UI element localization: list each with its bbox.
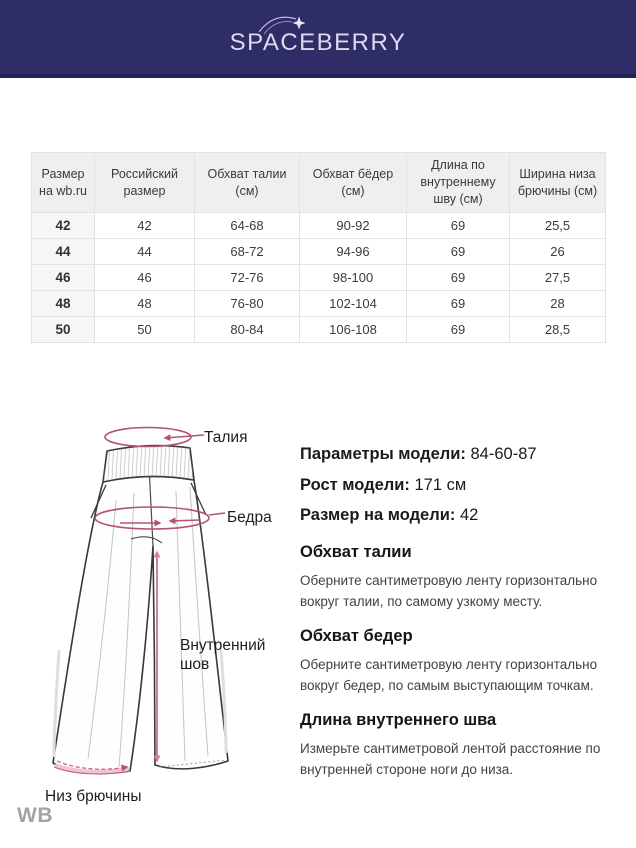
model-param-value: 84-60-87 bbox=[465, 445, 537, 463]
size-cell: 27,5 bbox=[510, 265, 606, 291]
measure-guides bbox=[300, 543, 620, 781]
size-cell: 28 bbox=[510, 291, 606, 317]
size-cell: 94-96 bbox=[300, 239, 407, 265]
pants-diagram bbox=[30, 415, 300, 815]
size-cell: 98-100 bbox=[300, 265, 407, 291]
waist-measure bbox=[105, 428, 204, 447]
size-cell: 69 bbox=[407, 265, 510, 291]
table-row bbox=[32, 265, 606, 291]
measure-guide bbox=[300, 627, 620, 697]
column-header: Обхват бёдер (см) bbox=[300, 153, 407, 213]
size-cell-wb: 42 bbox=[32, 213, 95, 239]
column-header: Размер на wb.ru bbox=[32, 153, 95, 213]
hips-label: Бедра bbox=[227, 509, 272, 526]
size-cell-wb: 46 bbox=[32, 265, 95, 291]
table-row bbox=[32, 213, 606, 239]
size-cell: 102-104 bbox=[300, 291, 407, 317]
measure-guide-text: Оберните сантиметровую ленту горизонтально вокруг бедер, по самым выступающим точкам. bbox=[300, 656, 598, 693]
size-cell: 76-80 bbox=[195, 291, 300, 317]
size-cell: 48 bbox=[95, 291, 195, 317]
size-cell: 69 bbox=[407, 213, 510, 239]
size-table-head bbox=[32, 153, 606, 213]
measure-guide-title: Обхват бедер bbox=[300, 626, 413, 645]
size-table-body bbox=[32, 213, 606, 343]
size-cell: 50 bbox=[95, 317, 195, 343]
model-param-line bbox=[300, 470, 620, 501]
brand-header bbox=[0, 0, 636, 78]
size-table bbox=[31, 152, 606, 343]
measure-guide-text: Измерьте сантиметровой лентой расстояние по внутренней стороне ноги до низа. bbox=[300, 740, 601, 777]
size-cell: 69 bbox=[407, 317, 510, 343]
size-cell: 28,5 bbox=[510, 317, 606, 343]
size-cell: 106-108 bbox=[300, 317, 407, 343]
column-header: Длина по внутреннему шву (см) bbox=[407, 153, 510, 213]
size-cell: 44 bbox=[95, 239, 195, 265]
measure-guide bbox=[300, 543, 620, 613]
waist-label: Талия bbox=[204, 429, 248, 446]
measure-guide-title: Обхват талии bbox=[300, 542, 412, 561]
size-cell-wb: 50 bbox=[32, 317, 95, 343]
size-cell: 26 bbox=[510, 239, 606, 265]
column-header: Обхват талии (см) bbox=[195, 153, 300, 213]
inseam-label: Внутренний шов bbox=[180, 637, 266, 673]
column-header: Ширина низа брючины (см) bbox=[510, 153, 606, 213]
size-cell: 69 bbox=[407, 239, 510, 265]
pants-diagram-illustration bbox=[30, 415, 300, 815]
model-param-label: Рост модели: bbox=[300, 475, 410, 494]
measure-guide bbox=[300, 711, 620, 781]
model-param-line bbox=[300, 500, 620, 531]
size-cell: 68-72 bbox=[195, 239, 300, 265]
measure-guide-title: Длина внутреннего шва bbox=[300, 710, 497, 729]
model-param-label: Размер на модели: bbox=[300, 506, 456, 524]
hem-label: Низ брючины bbox=[45, 788, 142, 805]
size-cell-wb: 44 bbox=[32, 239, 95, 265]
size-cell: 69 bbox=[407, 291, 510, 317]
brand-logo-text: SPACEBERRY bbox=[229, 29, 407, 56]
brand-logo bbox=[230, 29, 407, 57]
size-cell: 42 bbox=[95, 213, 195, 239]
table-row bbox=[32, 291, 606, 317]
size-cell: 25,5 bbox=[510, 213, 606, 239]
column-header: Российский размер bbox=[95, 153, 195, 213]
size-cell: 46 bbox=[95, 265, 195, 291]
model-param-value: 42 bbox=[455, 506, 479, 524]
size-cell: 90-92 bbox=[300, 213, 407, 239]
table-row bbox=[32, 239, 606, 265]
size-cell-wb: 48 bbox=[32, 291, 95, 317]
table-row bbox=[32, 317, 606, 343]
model-param-label: Параметры модели: bbox=[300, 445, 466, 463]
model-param-line bbox=[300, 439, 620, 470]
size-cell: 80-84 bbox=[195, 317, 300, 343]
size-cell: 72-76 bbox=[195, 265, 300, 291]
size-cell: 64-68 bbox=[195, 213, 300, 239]
model-param-value: 171 см bbox=[409, 475, 467, 494]
pants-outline bbox=[53, 445, 228, 773]
wb-watermark: WB bbox=[17, 804, 53, 827]
measure-guide-text: Оберните сантиметровую ленту горизонтально вокруг талии, по самому узкому месту. bbox=[300, 572, 598, 609]
model-params bbox=[300, 439, 620, 531]
shooting-star-icon bbox=[258, 10, 312, 40]
waistband bbox=[103, 446, 194, 482]
info-column bbox=[300, 439, 620, 781]
